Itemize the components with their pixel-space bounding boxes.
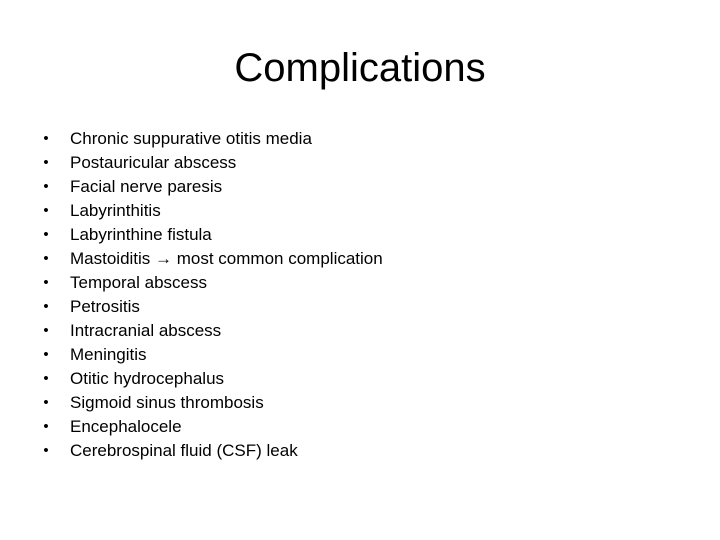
- list-item-text: Temporal abscess: [70, 273, 208, 292]
- bullet-icon: •: [43, 394, 49, 411]
- list-item-text: Otitic hydrocephalus: [70, 369, 225, 388]
- bullet-icon: •: [43, 250, 49, 267]
- list-item-text: Labyrinthitis: [70, 201, 161, 220]
- slide-title: Complications: [234, 46, 486, 90]
- list-item-text: Labyrinthine fistula: [70, 225, 212, 244]
- bullet-icon: •: [43, 298, 49, 315]
- list-item-text: Petrositis: [70, 297, 140, 316]
- bullet-icon: •: [43, 178, 49, 195]
- bullet-icon: •: [43, 274, 49, 291]
- list-item-text: Mastoiditis → most common complication: [70, 249, 383, 268]
- list-item-text: Sigmoid sinus thrombosis: [70, 393, 264, 412]
- bullet-icon: •: [43, 154, 49, 171]
- bullet-icon: •: [43, 322, 49, 339]
- bullet-icon: •: [43, 442, 49, 459]
- bullet-icon: •: [43, 418, 49, 435]
- bullet-icon: •: [43, 130, 49, 147]
- bullet-icon: •: [43, 346, 49, 363]
- list-item-text: Meningitis: [70, 345, 147, 364]
- list-item-text: Intracranial abscess: [70, 321, 222, 340]
- list-item-text: Postauricular abscess: [70, 153, 237, 172]
- list-item-text: Cerebrospinal fluid (CSF) leak: [70, 441, 298, 460]
- bullet-icon: •: [43, 226, 49, 243]
- bullet-icon: •: [43, 202, 49, 219]
- list-item-text: Encephalocele: [70, 417, 182, 436]
- list-item-text: Chronic suppurative otitis media: [70, 129, 312, 148]
- list-item-text: Facial nerve paresis: [70, 177, 223, 196]
- bullet-icon: •: [43, 370, 49, 387]
